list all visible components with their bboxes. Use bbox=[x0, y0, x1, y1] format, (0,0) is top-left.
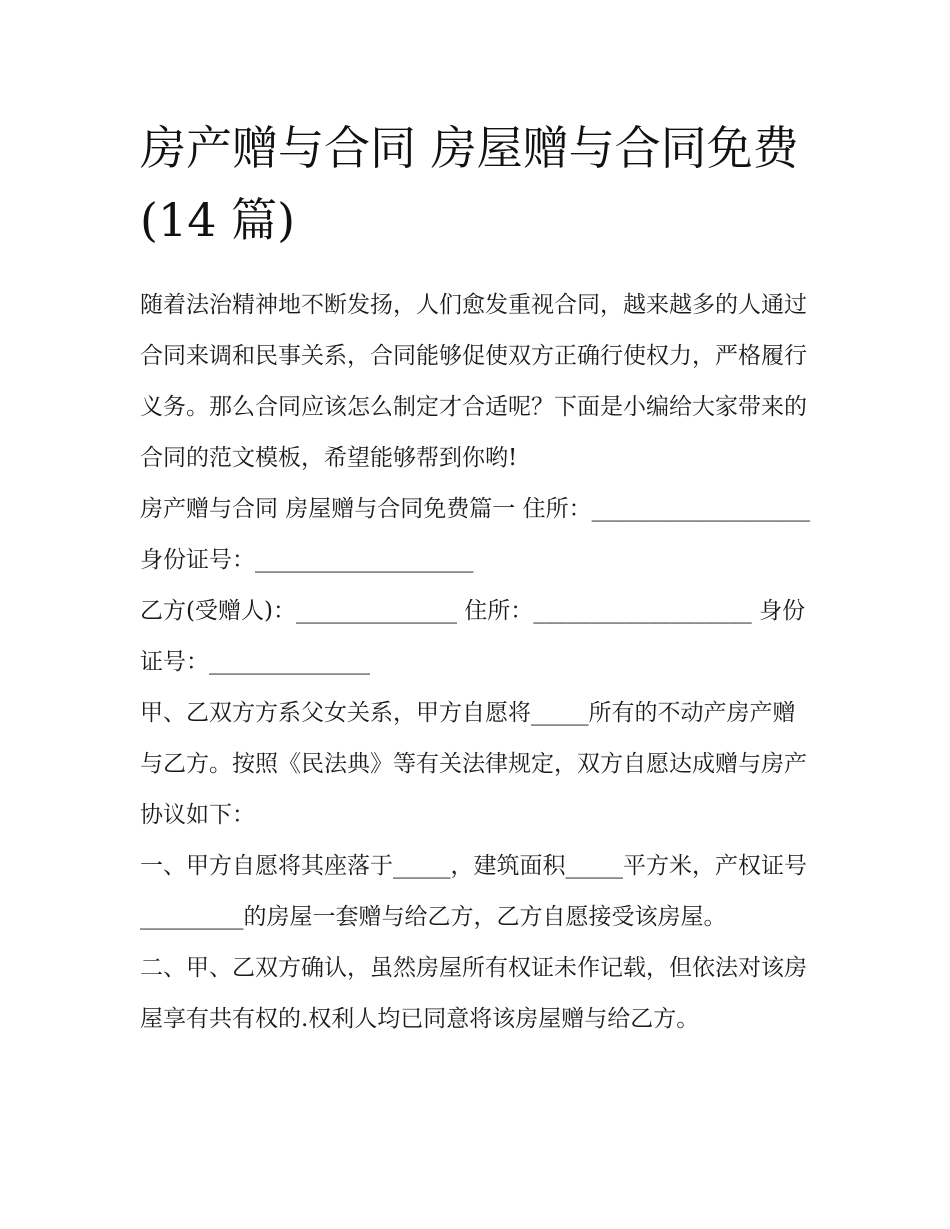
clause-one-paragraph: 一、甲方自愿将其座落于_____，建筑面积_____平方米，产权证号_________的房屋一套赠与给乙方，乙方自愿接受该房屋。 bbox=[140, 853, 807, 930]
intro-paragraph: 随着法治精神地不断发扬，人们愈发重视合同，越来越多的人通过合同来调和民事关系，合同能够促使双方正确行使权力，严格履行义务。那么合同应该怎么制定才合适呢？下面是小编给大家带来的合同的范文模板，希望能够帮到你哟! bbox=[140, 292, 807, 471]
donor-info-paragraph: 房产赠与合同 房屋赠与合同免费篇一 住所：___________________ 身份证号：___________________ bbox=[140, 496, 811, 573]
document-title: 房产赠与合同 房屋赠与合同免费(14 篇) bbox=[140, 121, 799, 247]
clause-two-paragraph: 二、甲、乙双方确认，虽然房屋所有权证未作记载，但依法对该房屋享有共有权的.权利人均已同意将该房屋赠与给乙方。 bbox=[140, 955, 807, 1032]
document-body bbox=[140, 280, 812, 1045]
relationship-paragraph: 甲、乙双方方系父女关系，甲方自愿将_____所有的不动产房产赠与乙方。按照《民法典》等有关法律规定，双方自愿达成赠与房产协议如下： bbox=[140, 700, 807, 828]
recipient-info-paragraph: 乙方(受赠人)：______________ 住所：___________________ 身份证号：______________ bbox=[140, 598, 806, 675]
